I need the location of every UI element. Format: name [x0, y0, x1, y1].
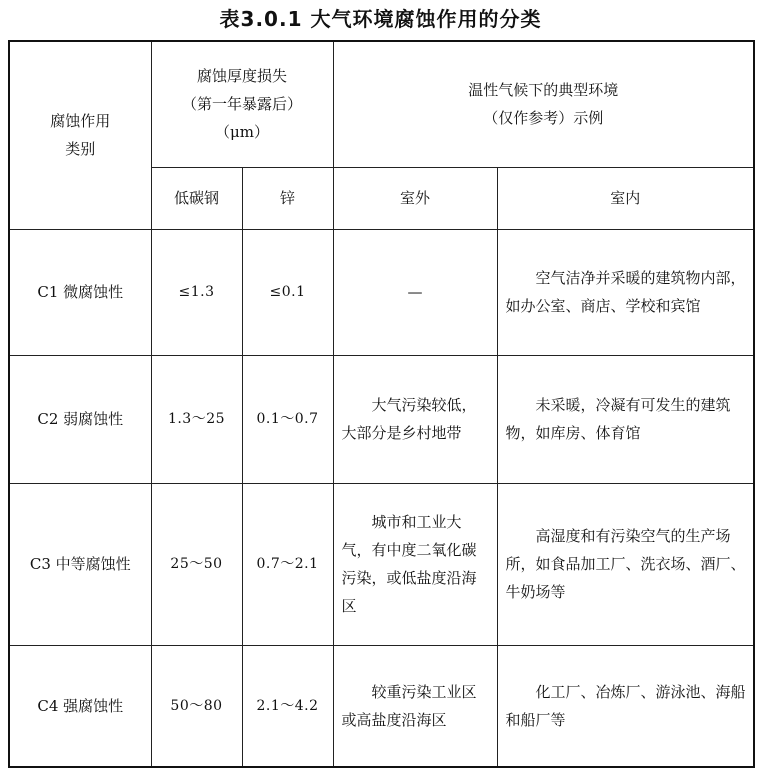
outdoor-cell: 城市和工业大气，有中度二氧化碳污染，或低盐度沿海区 [333, 483, 497, 645]
corrosion-classification-table [8, 40, 755, 768]
category-header-line-2: 类别 [65, 140, 96, 159]
header-row-1 [9, 41, 754, 167]
indoor-cell: 高湿度和有污染空气的生产场所，如食品加工厂、洗衣场、酒厂、牛奶场等 [497, 483, 754, 645]
steel-loss-cell: ≤1.3 [151, 229, 242, 355]
indoor-cell: 空气洁净并采暖的建筑物内部，如办公室、商店、学校和宾馆 [497, 229, 754, 355]
environment-header-line-1: 温性气候下的典型环境 [468, 81, 619, 100]
zinc-loss-cell: 0.1～0.7 [242, 355, 333, 483]
steel-loss-cell: 50～80 [151, 645, 242, 767]
thickness-loss-header-line-2: （第一年暴露后） [182, 95, 303, 114]
outdoor-cell: 大气污染较低，大部分是乡村地带 [333, 355, 497, 483]
category-cell: C1 微腐蚀性 [9, 229, 151, 355]
steel-loss-cell: 25～50 [151, 483, 242, 645]
zinc-header: 锌 [242, 167, 333, 229]
environment-header-line-2: （仅作参考）示例 [483, 109, 604, 128]
table-row [9, 229, 754, 355]
outdoor-cell: — [333, 229, 497, 355]
indoor-cell: 化工厂、冶炼厂、游泳池、海船和船厂等 [497, 645, 754, 767]
zinc-loss-cell: ≤0.1 [242, 229, 333, 355]
table-row [9, 483, 754, 645]
category-cell: C3 中等腐蚀性 [9, 483, 151, 645]
indoor-cell: 未采暖，冷凝有可发生的建筑物，如库房、体育馆 [497, 355, 754, 483]
low-carbon-steel-header: 低碳钢 [151, 167, 242, 229]
table-title: 表3.0.1 大气环境腐蚀作用的分类 [219, 7, 542, 31]
thickness-loss-header-line-3: （μm） [215, 123, 269, 142]
thickness-loss-header [151, 41, 333, 167]
indoor-header: 室内 [497, 167, 754, 229]
category-cell: C2 弱腐蚀性 [9, 355, 151, 483]
table-row [9, 355, 754, 483]
zinc-loss-cell: 2.1～4.2 [242, 645, 333, 767]
outdoor-cell: 较重污染工业区或高盐度沿海区 [333, 645, 497, 767]
zinc-loss-cell: 0.7～2.1 [242, 483, 333, 645]
category-cell: C4 强腐蚀性 [9, 645, 151, 767]
category-header-line-1: 腐蚀作用 [50, 112, 111, 131]
category-header [9, 41, 151, 229]
outdoor-header: 室外 [333, 167, 497, 229]
thickness-loss-header-line-1: 腐蚀厚度损失 [197, 67, 288, 86]
environment-header [333, 41, 754, 167]
table-row [9, 645, 754, 767]
steel-loss-cell: 1.3～25 [151, 355, 242, 483]
